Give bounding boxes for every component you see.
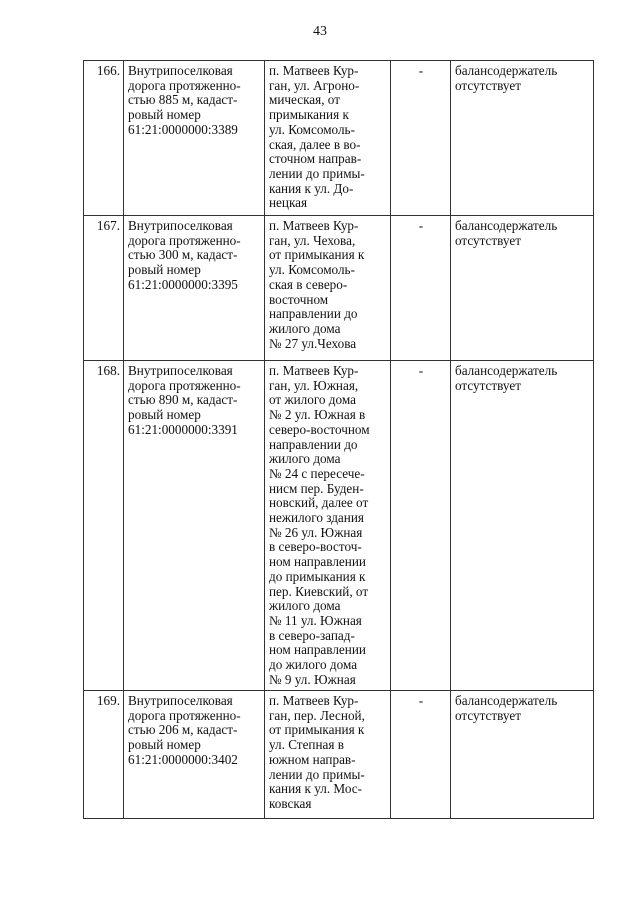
object-name: Внутрипоселковая дорога протяженно- стью 885 м, кадаст- ровый номер 61:21:0000000:3389	[124, 61, 265, 216]
row-number: 169.	[84, 691, 124, 819]
object-location: п. Матвеев Кур- ган, ул. Агроно- мическая, от примыкания к ул. Комсомоль- ская, далее в во- сточном направ- лении до примы- кания к ул. До- нецкая	[265, 61, 391, 216]
road-registry-table	[83, 60, 594, 819]
object-location: п. Матвеев Кур- ган, ул. Чехова, от примыкания к ул. Комсомоль- ская в северо- восточном направлении до жилого дома № 27 ул.Чехова	[265, 216, 391, 361]
page-number: 43	[313, 24, 327, 39]
empty-value-dash: -	[391, 361, 451, 691]
object-name: Внутрипоселковая дорога протяженно- стью 890 м, кадаст- ровый номер 61:21:0000000:3391	[124, 361, 265, 691]
row-number: 167.	[84, 216, 124, 361]
object-location: п. Матвеев Кур- ган, пер. Лесной, от примыкания к ул. Степная в южном направ- лении до примы- кания к ул. Мос- ковская	[265, 691, 391, 819]
object-name: Внутрипоселковая дорога протяженно- стью 300 м, кадаст- ровый номер 61:21:0000000:3395	[124, 216, 265, 361]
empty-value-dash: -	[391, 691, 451, 819]
balance-holder: балансодержатель отсутствует	[451, 216, 594, 361]
table-row	[84, 216, 594, 361]
object-location: п. Матвеев Кур- ган, ул. Южная, от жилого дома № 2 ул. Южная в северо-восточном направлении до жилого дома № 24 с пересече- нисм пер. Буден- новский, далее от нежилого здания № 26 ул. Южная в северо-восточ- ном направлении до примыкания к пер. Киевский, от жилого дома № 11 ул. Южная в северо-запад- ном направлении до жилого дома № 9 ул. Южная	[265, 361, 391, 691]
row-number: 166.	[84, 61, 124, 216]
empty-value-dash: -	[391, 216, 451, 361]
table-row	[84, 61, 594, 216]
object-name: Внутрипоселковая дорога протяженно- стью 206 м, кадаст- ровый номер 61:21:0000000:3402	[124, 691, 265, 819]
empty-value-dash: -	[391, 61, 451, 216]
table-row	[84, 361, 594, 691]
balance-holder: балансодержатель отсутствует	[451, 361, 594, 691]
balance-holder: балансодержатель отсутствует	[451, 691, 594, 819]
balance-holder: балансодержатель отсутствует	[451, 61, 594, 216]
row-number: 168.	[84, 361, 124, 691]
table-row	[84, 691, 594, 819]
